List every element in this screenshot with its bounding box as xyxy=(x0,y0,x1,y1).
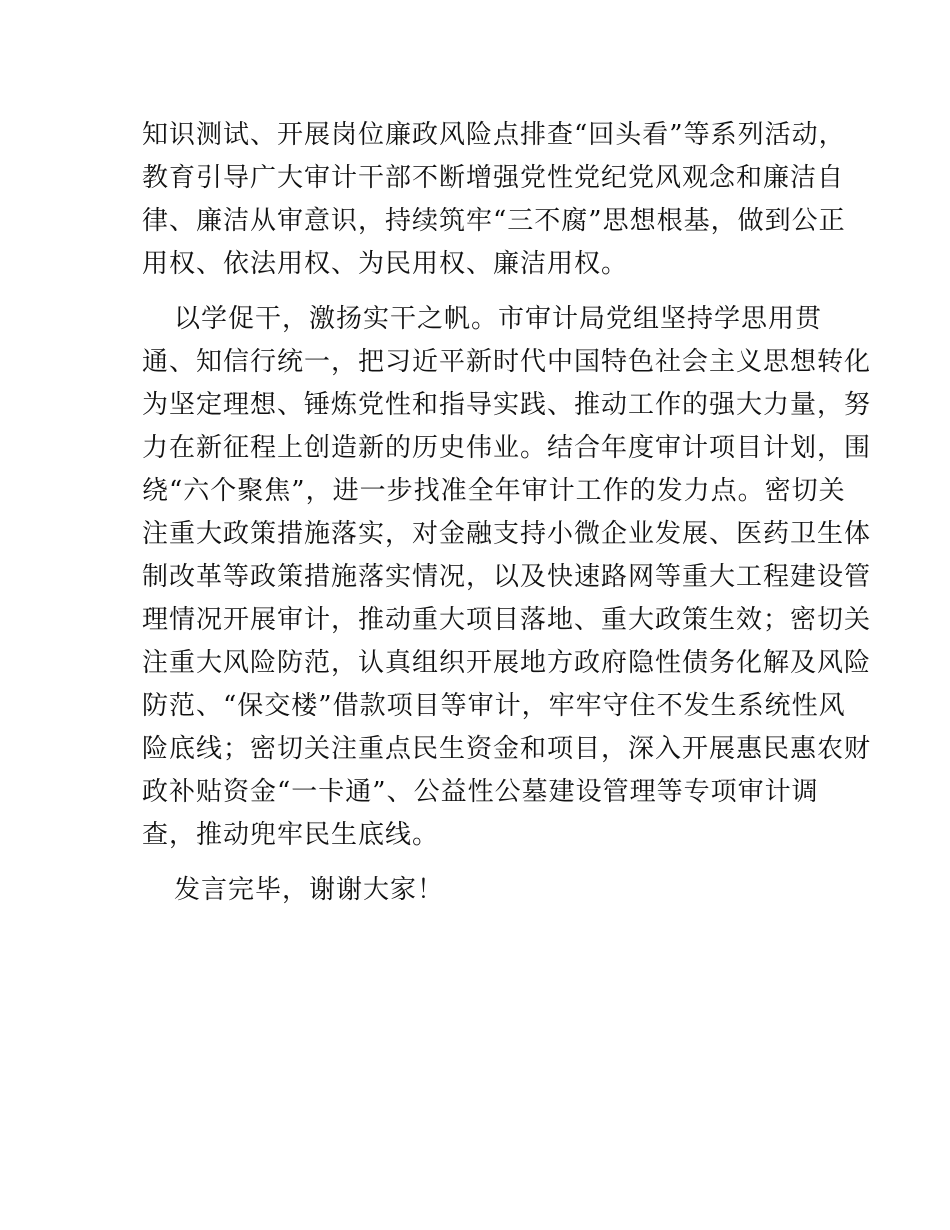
text-line: 为坚定理想、锤炼党性和指导实践、推动工作的强大力量，努 xyxy=(142,390,872,420)
text-line: 防范、“保交楼”借款项目等审计，牢牢守住不发生系统性风 xyxy=(142,691,846,721)
paragraph-2 xyxy=(142,298,872,857)
text-line: 查，推动兜牢民生底线。 xyxy=(142,820,440,850)
text-line: 制改革等政策措施落实情况，以及快速路网等重大工程建设管 xyxy=(142,562,872,592)
paragraph-3 xyxy=(142,869,810,912)
text-line: 用权、依法用权、为民用权、廉洁用权。 xyxy=(142,249,629,279)
text-line: 以学促干，激扬实干之帆。市审计局党组坚持学思用贯 xyxy=(174,304,823,334)
paragraph-1 xyxy=(142,114,846,286)
text-line: 注重大风险防范，认真组织开展地方政府隐性债务化解及风险 xyxy=(142,648,872,678)
text-line: 律、廉洁从审意识，持续筑牢“三不腐”思想根基，做到公正 xyxy=(142,206,846,236)
document-body xyxy=(142,114,872,924)
text-line: 教育引导广大审计干部不断增强党性党纪党风观念和廉洁自 xyxy=(142,163,845,193)
text-line: 发言完毕，谢谢大家！ xyxy=(174,875,445,905)
text-line: 知识测试、开展岗位廉政风险点排查“回头看”等系列活动， xyxy=(142,120,846,150)
text-line: 险底线；密切关注重点民生资金和项目，深入开展惠民惠农财 xyxy=(142,734,872,764)
text-line: 理情况开展审计，推动重大项目落地、重大政策生效；密切关 xyxy=(142,605,872,635)
text-line: 通、知信行统一，把习近平新时代中国特色社会主义思想转化 xyxy=(142,347,872,377)
text-line: 政补贴资金“一卡通”、公益性公墓建设管理等专项审计调 xyxy=(142,777,819,807)
text-line: 注重大政策措施落实，对金融支持小微企业发展、医药卫生体 xyxy=(142,519,872,549)
text-line: 绕“六个聚焦”，进一步找准全年审计工作的发力点。密切关 xyxy=(142,476,846,506)
text-line: 力在新征程上创造新的历史伟业。结合年度审计项目计划，围 xyxy=(142,433,872,463)
